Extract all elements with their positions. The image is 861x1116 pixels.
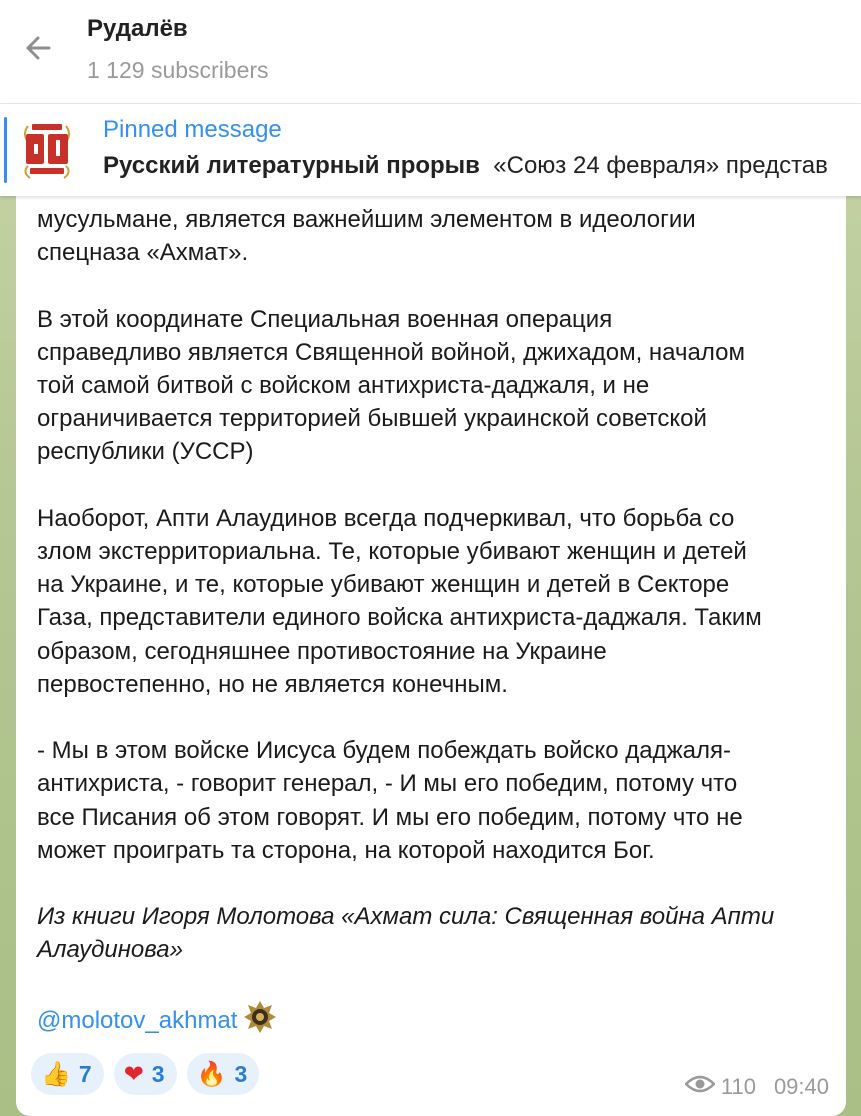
reaction-fire[interactable] [187, 1053, 260, 1095]
message-paragraph: мусульмане, является важнейшим элементом в идеологии спецназа «Ахмат». [37, 206, 696, 267]
heart-icon: ❤ [123, 1060, 144, 1088]
reaction-heart[interactable] [114, 1053, 177, 1095]
message-meta [685, 1074, 829, 1100]
view-count: 110 [720, 1074, 756, 1099]
message-source: Из книги Игоря Молотова «Ахмат сила: Священная война Апти Алаудинова» [37, 903, 775, 964]
reaction-count: 3 [151, 1060, 165, 1087]
subscriber-count: 1 129 subscribers [87, 57, 269, 83]
pinned-label: Pinned message [103, 116, 282, 143]
back-button[interactable] [14, 28, 58, 72]
message-paragraph: Наоборот, Апти Алаудинов всегда подчеркивал, что борьба со злом экстерриториальна. Те, которые убивают женщин и детей на Украине, и те, которые убивают женщин и детей в Секторе Газа, представители единого войска антихриста-даджаля. Таким образом, сегодняшнее противостояние на Украине первостепенно, но не является конечным. [37, 504, 762, 698]
arrow-left-icon [18, 30, 54, 71]
pinned-indicator [4, 117, 7, 183]
pinned-title: Русский литературный прорыв [103, 152, 480, 179]
eye-icon [685, 1074, 715, 1100]
message-paragraph: В этой координате Специальная военная операция справедливо является Священной войной, джихадом, началом той самой битвой с войском антихриста-даджаля, и не ограничивается территорией бывшей украинской советской республики (УССР) [37, 305, 745, 466]
reaction-count: 3 [234, 1060, 248, 1087]
message-footer [37, 1000, 837, 1037]
channel-link[interactable]: @molotov_akhmat [37, 1006, 238, 1034]
pinned-snippet: «Союз 24 февраля» представ [493, 152, 828, 179]
reactions-bar [31, 1053, 259, 1095]
pinned-message-bar[interactable] [0, 104, 861, 196]
thumbs-up-icon: 👍 [41, 1060, 71, 1088]
akhmat-emblem-icon [243, 1000, 277, 1034]
reaction-count: 7 [78, 1060, 92, 1087]
channel-title[interactable]: Рудалёв [87, 15, 188, 42]
pinned-preview [103, 152, 828, 180]
reaction-thumbs-up[interactable] [31, 1053, 104, 1095]
fire-icon: 🔥 [196, 1060, 227, 1088]
message-paragraph: - Мы в этом войске Иисуса будем побеждать войско даджаля- антихриста, - говорит генерал, - И мы его победим, потому что все Писания об этом говорят. И мы его победим, потому что не может проиграть та сторона, на которой находится Бог. [37, 737, 743, 864]
soyuz-24-logo-icon [20, 120, 74, 180]
chat-header [0, 0, 861, 104]
message-text [37, 203, 837, 1037]
message-time: 09:40 [773, 1074, 829, 1099]
